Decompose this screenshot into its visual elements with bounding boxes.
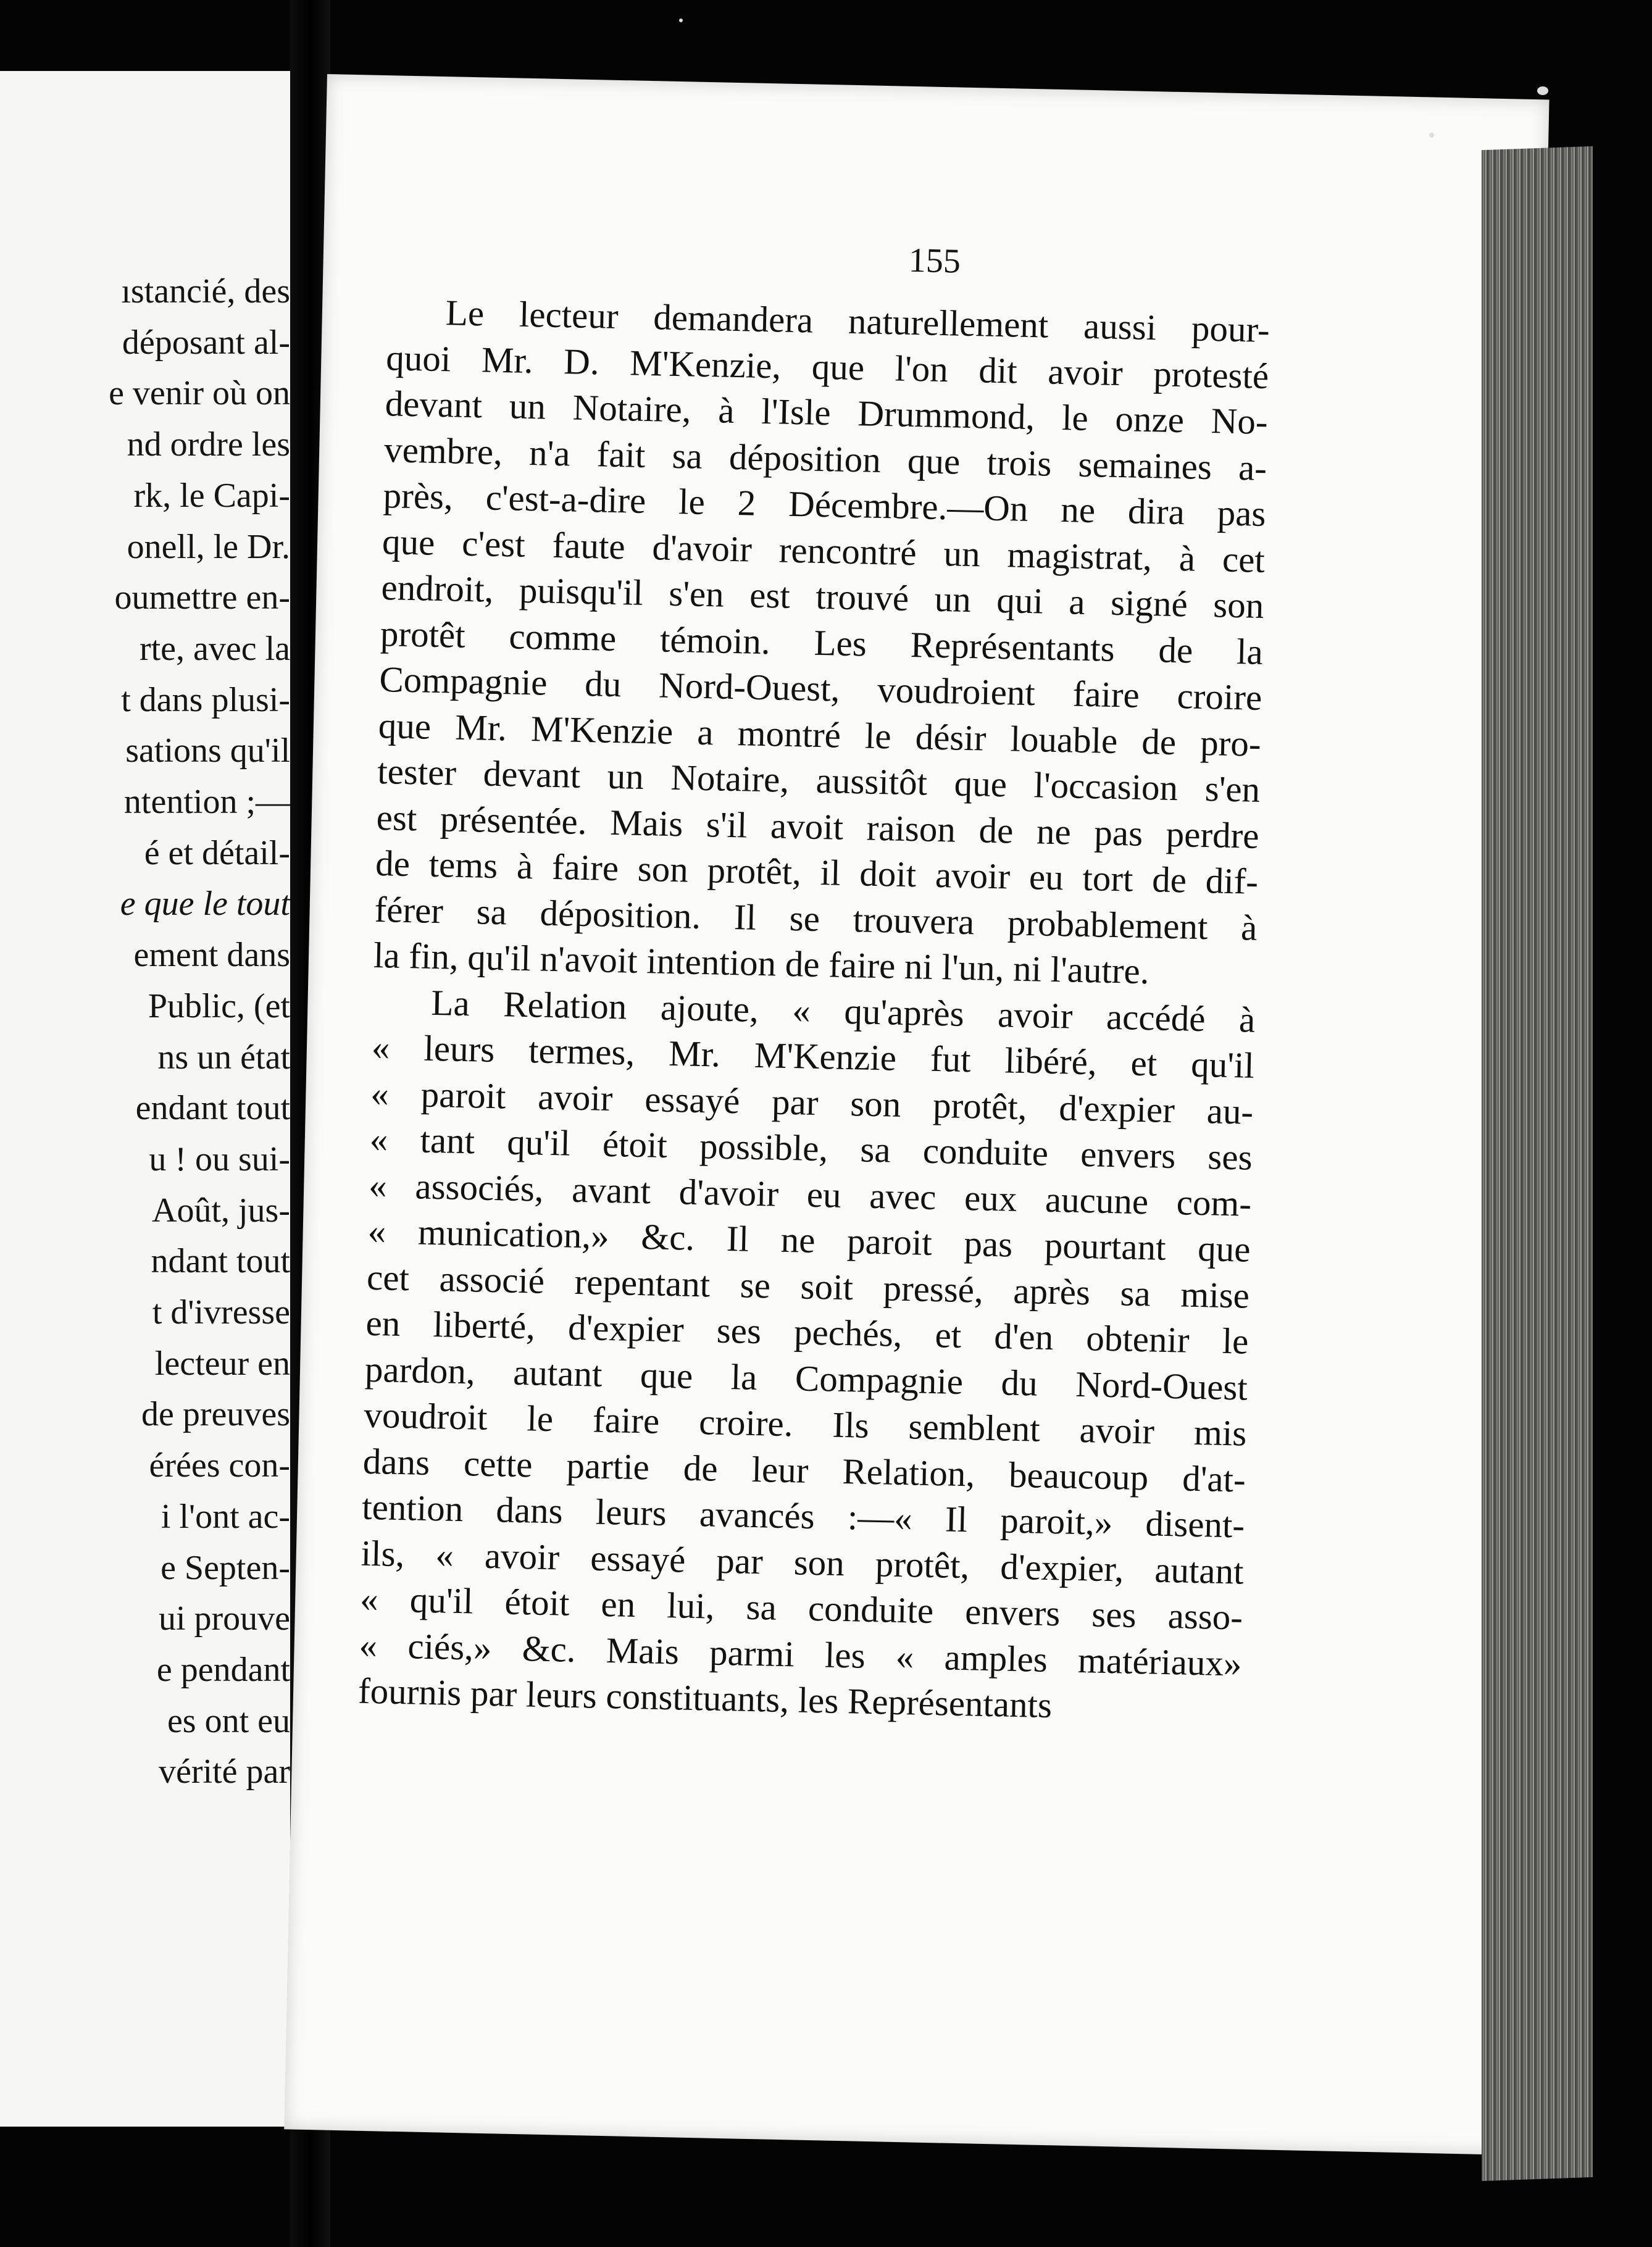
left-page-line: e venir où on [109, 374, 290, 413]
left-page-line: rk, le Capi- [133, 476, 290, 515]
left-page-line: de preuves [141, 1395, 290, 1434]
left-page-line: e que le tout [120, 885, 290, 923]
body-text-line: fournis par leurs constituants, les Représentants [357, 1670, 1053, 1726]
body-text-line: la fin, qu'il n'avoit intention de faire ni l'un, ni l'autre. [373, 934, 1150, 992]
left-page-line: sations qu'il [125, 732, 290, 770]
body-text-line: de tems à faire son protêt, il doit avoir eu tort de dif- [375, 842, 1259, 902]
body-text-line: est présentée. Mais s'il avoit raison de ne pas perdre [376, 796, 1260, 856]
left-page-line: vérité par [159, 1753, 290, 1791]
body-text-line: Compagnie du Nord-Ouest, voudroient faire croire [378, 658, 1262, 718]
left-page-line: ns un état [157, 1038, 290, 1077]
body-text-line: tester devant un Notaire, aussitôt que l'occasion s'en [377, 750, 1261, 810]
body-text-line: en liberté, d'expier ses pechés, et d'en obtenir le [365, 1302, 1249, 1362]
right-page [284, 74, 1549, 2155]
left-page-line: i l'ont ac- [161, 1497, 290, 1536]
body-text-line: « tant qu'il étoit possible, sa conduite envers ses [369, 1118, 1253, 1178]
left-page-line: ıstancié, des [121, 272, 290, 311]
left-page-line: endant tout [135, 1089, 290, 1128]
page-number: 155 [908, 241, 961, 281]
body-text-line: devant un Notaire, à l'Isle Drummond, le onze No- [385, 383, 1269, 443]
left-page-line: lecteur en [154, 1344, 290, 1383]
body-text-line: près, c'est-a-dire le 2 Décembre.—On ne dira pas [383, 475, 1267, 534]
body-text-line: protêt comme témoin. Les Représentants de la [380, 612, 1264, 672]
dust-speck [679, 19, 683, 22]
body-text [357, 288, 1270, 1732]
left-page-line: t d'ivresse [152, 1293, 290, 1332]
left-page-line: ndant tout [151, 1242, 290, 1281]
page-edges [1482, 146, 1593, 2181]
left-page-line: ntention ;— [123, 783, 290, 821]
body-text-line: endroit, puisqu'il s'en est trouvé un qui a signé son [380, 567, 1264, 626]
body-text-line: ils, « avoir essayé par son protêt, d'expier, autant [361, 1532, 1245, 1592]
body-text-line: « leurs termes, Mr. M'Kenzie fut libéré, et qu'il [371, 1026, 1255, 1086]
body-text-line: tention dans leurs avancés :—« Il paroit,» disent- [361, 1486, 1245, 1546]
body-text-line: vembre, n'a fait sa déposition que trois semaines a- [383, 428, 1267, 488]
body-text-line: « munication,» &c. Il ne paroit pas pourtant que [367, 1210, 1251, 1270]
left-page-line: u ! ou sui- [149, 1140, 290, 1178]
body-text-line: « ciés,» &c. Mais parmi les « amples matériaux» [359, 1624, 1243, 1684]
left-page-line: érées con- [149, 1446, 290, 1485]
left-page-line: oumettre en- [114, 578, 290, 617]
body-text-line: quoi Mr. D. M'Kenzie, que l'on dit avoir protesté [385, 336, 1269, 396]
body-text-line: Le lecteur demandera naturellement aussi pour- [445, 292, 1270, 351]
left-page-line: nd ordre les [127, 425, 290, 464]
left-page-line: rte, avec la [139, 629, 290, 668]
body-text-line: férer sa déposition. Il se trouvera probablement à [374, 888, 1258, 948]
body-text-line: pardon, autant que la Compagnie du Nord-Ouest [364, 1348, 1248, 1408]
body-text-line: voudroit le faire croire. Ils semblent avoir mis [363, 1394, 1247, 1454]
dust-speck [1429, 133, 1434, 138]
left-page-line: Août, jus- [152, 1191, 290, 1230]
left-page-line: ement dans [133, 936, 290, 975]
left-page-line: déposant al- [122, 323, 290, 362]
body-text-line: « paroit avoir essayé par son protêt, d'expier au- [370, 1072, 1254, 1132]
left-page-line: Public, (et [148, 986, 290, 1025]
body-text-line: « associés, avant d'avoir eu avec eux aucune com- [368, 1164, 1252, 1224]
left-page-line: onell, le Dr. [127, 527, 290, 566]
body-text-line: La Relation ajoute, « qu'après avoir accédé à [430, 982, 1256, 1040]
body-text-line: que c'est faute d'avoir rencontré un magistrat, à cet [382, 520, 1266, 580]
dust-speck [1537, 86, 1548, 95]
left-page-line: es ont eu [167, 1701, 290, 1740]
left-page [0, 71, 290, 2127]
body-text-line: que Mr. M'Kenzie a montré le désir louable de pro- [378, 704, 1262, 764]
body-text-line: dans cette partie de leur Relation, beaucoup d'at- [362, 1440, 1246, 1500]
left-page-line: é et détail- [144, 833, 290, 872]
body-text-line: « qu'il étoit en lui, sa conduite envers ses asso- [359, 1578, 1243, 1638]
left-page-line: t dans plusi- [121, 680, 290, 719]
left-page-line: ui prouve [158, 1599, 290, 1638]
left-page-line: e pendant [156, 1650, 290, 1689]
left-page-line: e Septen- [161, 1548, 290, 1587]
body-text-line: cet associé repentant se soit pressé, après sa mise [366, 1256, 1250, 1316]
